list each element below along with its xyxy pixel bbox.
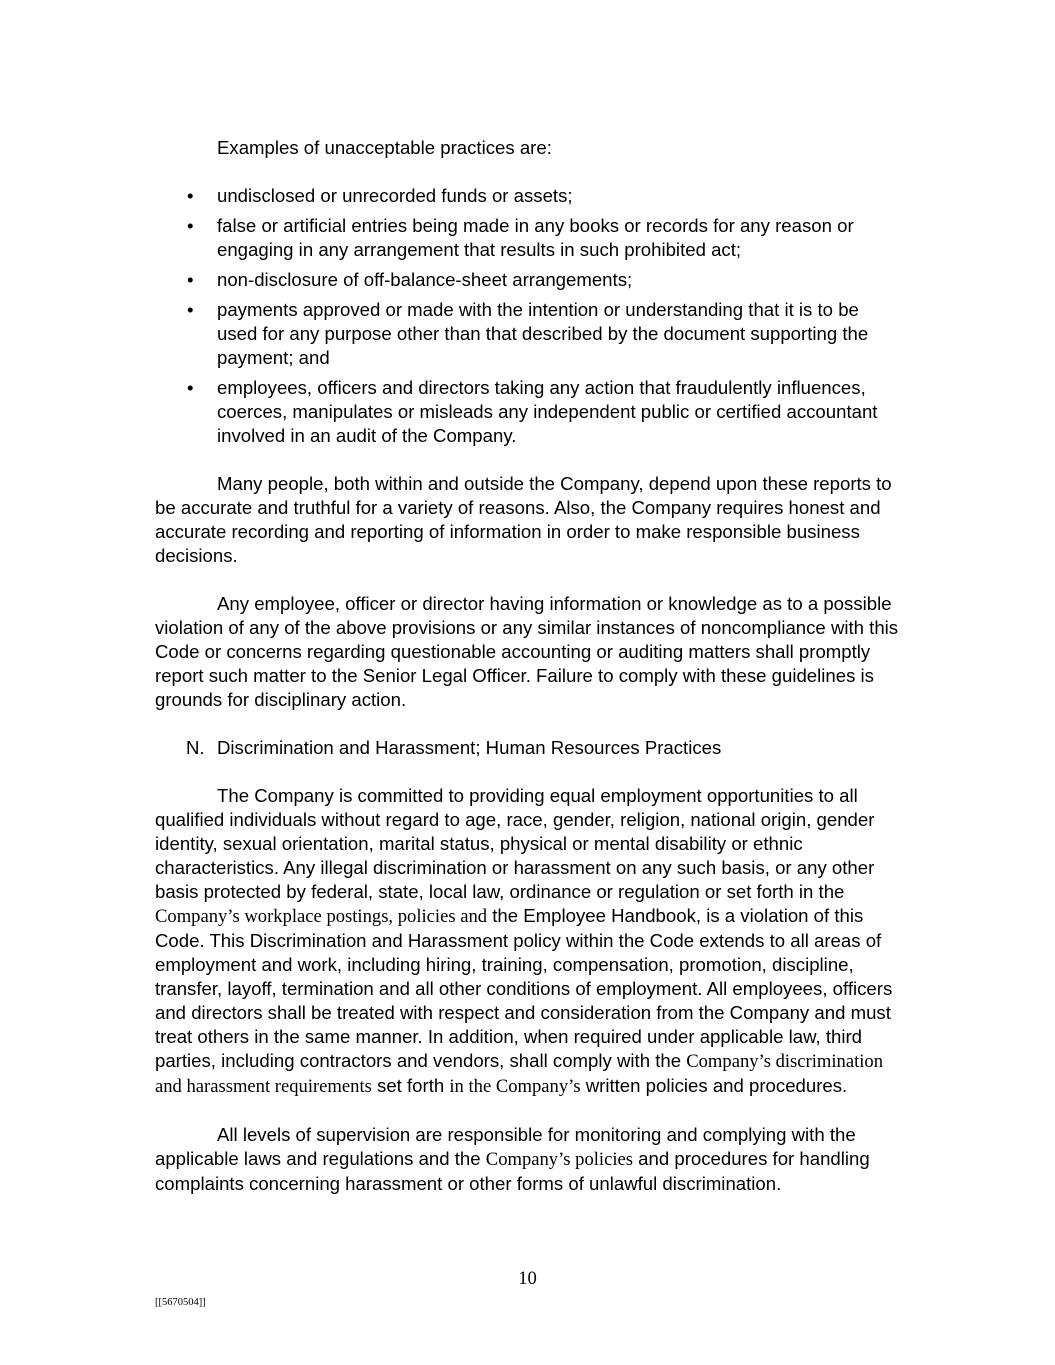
intro-paragraph: Examples of unacceptable practices are: — [217, 137, 552, 158]
section-heading — [155, 736, 900, 760]
bullet-icon: • — [187, 215, 194, 236]
list-item-text: non-disclosure of off-balance-sheet arrangements; — [217, 269, 633, 290]
section-letter: N. — [186, 737, 205, 758]
bullet-icon: • — [187, 269, 194, 290]
text-run: and procedures for handling complaints concerning harassment or other forms of unlawful discrimination. — [155, 1148, 870, 1194]
list-item-text: undisclosed or unrecorded funds or assets; — [217, 185, 573, 206]
text-run: The Company is committed to providing equal employment opportunities to all qualified individuals without regard to age, race, gender, religion, national origin, gender identity, sexual orientation, marital status, physical or mental disability or ethnic characteristics. Any illegal discrimination or harassment on any such basis, or any other basis protected by federal, state, local law, ordinance or regulation or set forth in the — [155, 785, 875, 902]
page-content — [155, 136, 900, 1196]
document-id: [[5670504]] — [155, 1297, 206, 1308]
list-item-text: false or artificial entries being made in any books or records for any reason or engaging in any arrangement that results in such prohibited act; — [217, 215, 854, 260]
text-run: All levels of supervision are responsible for monitoring and complying with the applicable laws and regulations and the — [155, 1124, 856, 1169]
list-item — [155, 298, 900, 370]
list-item — [155, 376, 900, 448]
supervision-paragraph — [155, 1123, 900, 1196]
list-item — [155, 184, 900, 208]
bullet-icon: • — [187, 185, 194, 206]
list-item-text: employees, officers and directors taking any action that fraudulently influences, coerces, manipulates or misleads any independent public or certified accountant involved in an audit of the Company. — [217, 377, 878, 446]
text-run: the Employee Handbook, is a violation of this Code. This Discrimination and Harassment policy within the Code extends to all areas of employment and work, including hiring, training, compensation, promotion, discipline, transfer, layoff, termination and all other conditions of employment. All employees, officers and directors shall be treated with respect and consideration from the Company and must treat others in the same manner. In addition, when required under applicable law, third parties, including contractors and vendors, shall comply with the — [155, 905, 893, 1071]
unacceptable-practices-list — [155, 184, 900, 448]
list-item-text: payments approved or made with the intention or understanding that it is to be used for any purpose other than that described by the document supporting the payment; and — [217, 299, 869, 368]
section-title: Discrimination and Harassment; Human Resources Practices — [217, 737, 722, 758]
discrimination-paragraph — [155, 784, 900, 1099]
bullet-icon: • — [187, 377, 194, 398]
reports-paragraph: Many people, both within and outside the Company, depend upon these reports to be accurate and truthful for a variety of reasons. Also, the Company requires honest and accurate recording and reporting of information in order to make responsible business decisions. — [155, 473, 892, 566]
text-run: in the Company’s — [449, 1076, 581, 1097]
text-run: Company’s discrimination and harassment requirements — [155, 1051, 884, 1097]
list-item — [155, 268, 900, 292]
text-run: written policies and procedures. — [580, 1075, 848, 1096]
text-run: Company’s policies — [485, 1149, 633, 1170]
bullet-icon: • — [187, 299, 194, 320]
list-item — [155, 214, 900, 262]
reporting-violations-paragraph: Any employee, officer or director having information or knowledge as to a possible violation of any of the above provisions or any similar instances of noncompliance with this Code or concerns regarding questionable accounting or auditing matters shall promptly report such matter to the Senior Legal Officer. Failure to comply with these guidelines is grounds for disciplinary action. — [155, 593, 899, 710]
text-run: set forth — [371, 1075, 450, 1096]
page-number: 10 — [518, 1268, 537, 1289]
text-run: Company’s workplace postings, policies and — [155, 906, 488, 927]
